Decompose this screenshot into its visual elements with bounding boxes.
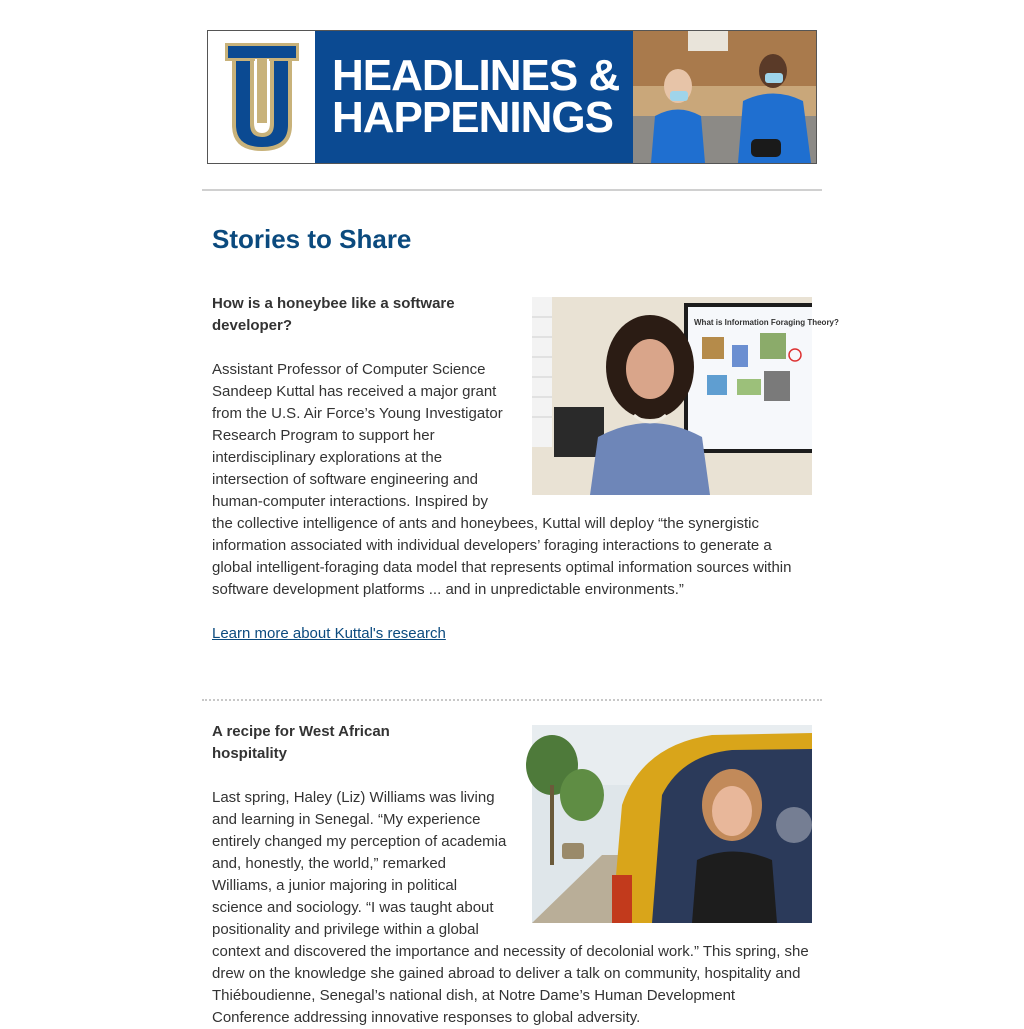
story-west-african [212, 721, 812, 1029]
slide-title: What is Information Foraging Theory? [694, 318, 839, 327]
story-honeybee [212, 293, 839, 645]
student-in-van-photo [532, 725, 812, 923]
header-divider [202, 189, 822, 191]
banner-title [315, 31, 633, 163]
banner-title-line1: HEADLINES & [332, 51, 620, 100]
story-body: Assistant Professor of Computer Science Sandeep Kuttal has received a major grant from the U.S. Air Force’s Young Investigator Research Program to support her interdisciplinary explorations at the intersection of software engineering and human-computer interactions. Inspired by the collective intelligence of ants and honeybees, Kuttal will deploy “the synergistic information associated with individual developers’ foraging interactions to generate a global intelligent-foraging data model that represents optimal information sources within software development platforms ... and in unpredictable environments.” [212, 361, 792, 598]
banner-photo [633, 31, 816, 163]
header-banner [207, 30, 817, 164]
story-body: Last spring, Haley (Liz) Williams was living and learning in Senegal. “My experience entirely changed my perception of academia and, honestly, the world,” remarked Williams, a junior majoring in political science and sociology. “I was taught about positionality and privilege within a global context and discovered the importance and necessity of decolonial work.” This spring, she drew on the knowledge she gained abroad to deliver a talk on community, hospitality and Thiéboudienne, Senegal’s national dish, at Notre Dame’s Human Development Conference addressing innovative responses to global adversity. [212, 789, 809, 1026]
banner-title-line2: HAPPENINGS [332, 93, 613, 142]
nursing-students-photo-icon [633, 31, 816, 163]
story-divider [202, 699, 822, 701]
u-logo-icon [222, 39, 302, 155]
university-logo [208, 31, 315, 163]
story-title: A recipe for West African hospitality [212, 723, 390, 762]
section-title: Stories to Share [212, 224, 412, 254]
story-title: How is a honeybee like a software developer? [212, 295, 455, 334]
learn-more-link[interactable]: Learn more about Kuttal's research [212, 625, 446, 642]
professor-photo [532, 297, 839, 495]
